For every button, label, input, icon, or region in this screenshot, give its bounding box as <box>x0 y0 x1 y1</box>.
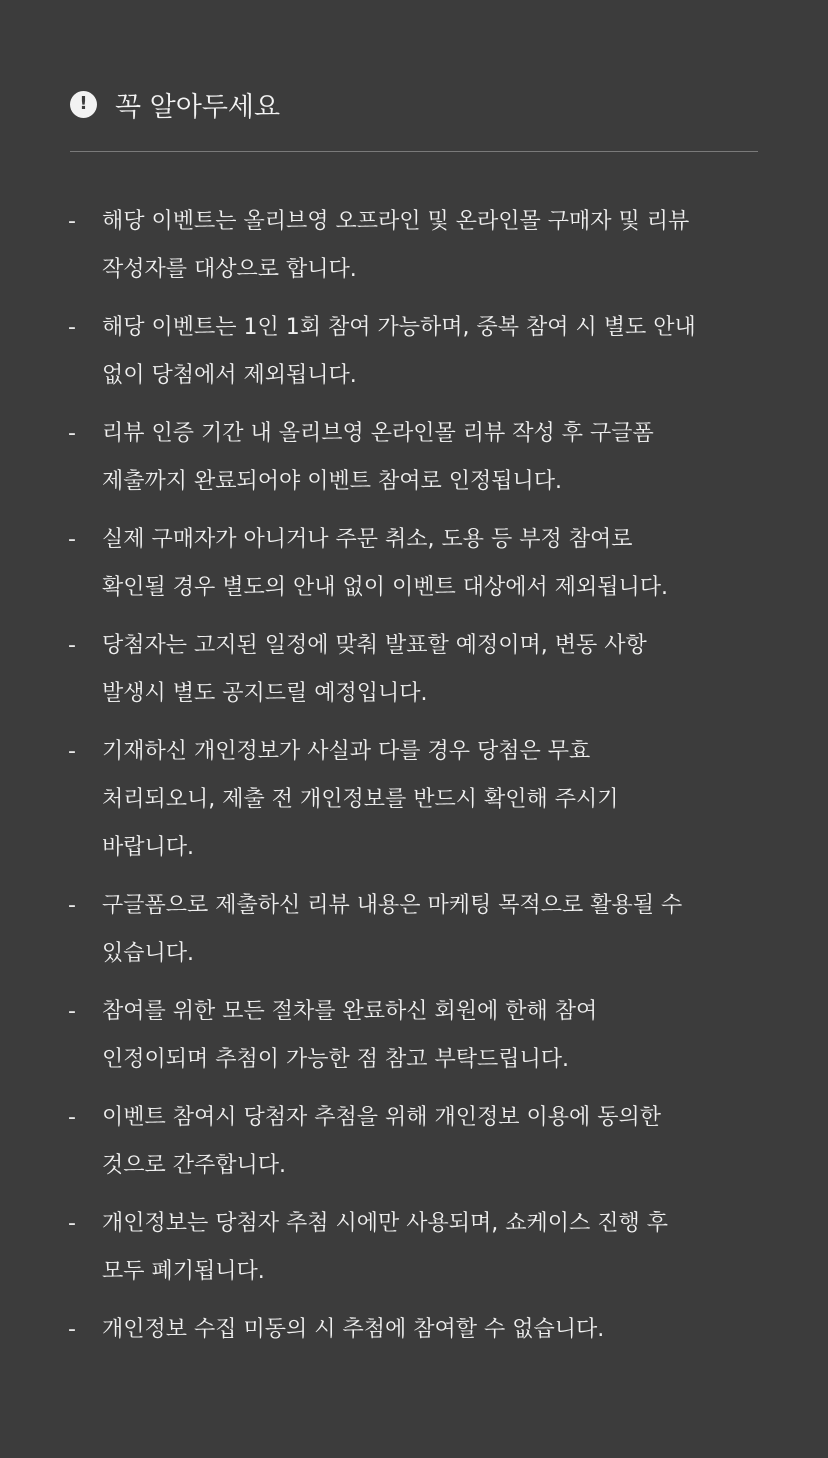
notice-item <box>68 304 788 400</box>
notice-item <box>68 198 788 294</box>
bullet-dash: - <box>68 633 76 658</box>
notice-text: 개인정보 수집 미동의 시 추첨에 참여할 수 없습니다. <box>102 1317 605 1342</box>
notice-text: 리뷰 인증 기간 내 올리브영 온라인몰 리뷰 작성 후 구글폼 제출까지 완료되어야 이벤트 참여로 인정됩니다. <box>102 421 654 494</box>
notice-text: 해당 이벤트는 1인 1회 참여 가능하며, 중복 참여 시 별도 안내 없이 당첨에서 제외됩니다. <box>102 315 696 388</box>
notice-item <box>68 1306 788 1354</box>
notice-text: 개인정보는 당첨자 추첨 시에만 사용되며, 쇼케이스 진행 후 모두 폐기됩니다. <box>102 1211 668 1284</box>
notice-item <box>68 622 788 718</box>
bullet-dash: - <box>68 527 76 552</box>
bullet-dash: - <box>68 1211 76 1236</box>
notice-item <box>68 410 788 506</box>
bullet-dash: - <box>68 739 76 764</box>
divider <box>70 151 758 152</box>
notice-item <box>68 516 788 612</box>
bullet-dash: - <box>68 893 76 918</box>
notice-item <box>68 728 788 872</box>
bullet-dash: - <box>68 999 76 1024</box>
bullet-dash: - <box>68 1317 76 1342</box>
notice-text: 해당 이벤트는 올리브영 오프라인 및 온라인몰 구매자 및 리뷰 작성자를 대상으로 합니다. <box>102 209 690 282</box>
notice-item <box>68 1094 788 1190</box>
bullet-dash: - <box>68 421 76 446</box>
notice-item <box>68 882 788 978</box>
notice-item <box>68 1200 788 1296</box>
bullet-dash: - <box>68 1105 76 1130</box>
notice-text: 실제 구매자가 아니거나 주문 취소, 도용 등 부정 참여로 확인될 경우 별도의 안내 없이 이벤트 대상에서 제외됩니다. <box>102 527 668 600</box>
notice-text: 구글폼으로 제출하신 리뷰 내용은 마케팅 목적으로 활용될 수 있습니다. <box>102 893 683 966</box>
notice-text: 당첨자는 고지된 일정에 맞춰 발표할 예정이며, 변동 사항 발생시 별도 공지드릴 예정입니다. <box>102 633 647 706</box>
notice-title: 꼭 알아두세요 <box>115 91 281 123</box>
notice-header <box>70 86 280 122</box>
bullet-dash: - <box>68 209 76 234</box>
notice-list <box>68 198 788 1364</box>
notice-text: 이벤트 참여시 당첨자 추첨을 위해 개인정보 이용에 동의한 것으로 간주합니다. <box>102 1105 662 1178</box>
bullet-dash: - <box>68 315 76 340</box>
notice-text: 참여를 위한 모든 절차를 완료하신 회원에 한해 참여 인정이되며 추첨이 가능한 점 참고 부탁드립니다. <box>102 999 598 1072</box>
exclamation-circle-icon: ! <box>70 91 97 118</box>
notice-text: 기재하신 개인정보가 사실과 다를 경우 당첨은 무효 처리되오니, 제출 전 개인정보를 반드시 확인해 주시기 바랍니다. <box>102 739 619 860</box>
notice-item <box>68 988 788 1084</box>
